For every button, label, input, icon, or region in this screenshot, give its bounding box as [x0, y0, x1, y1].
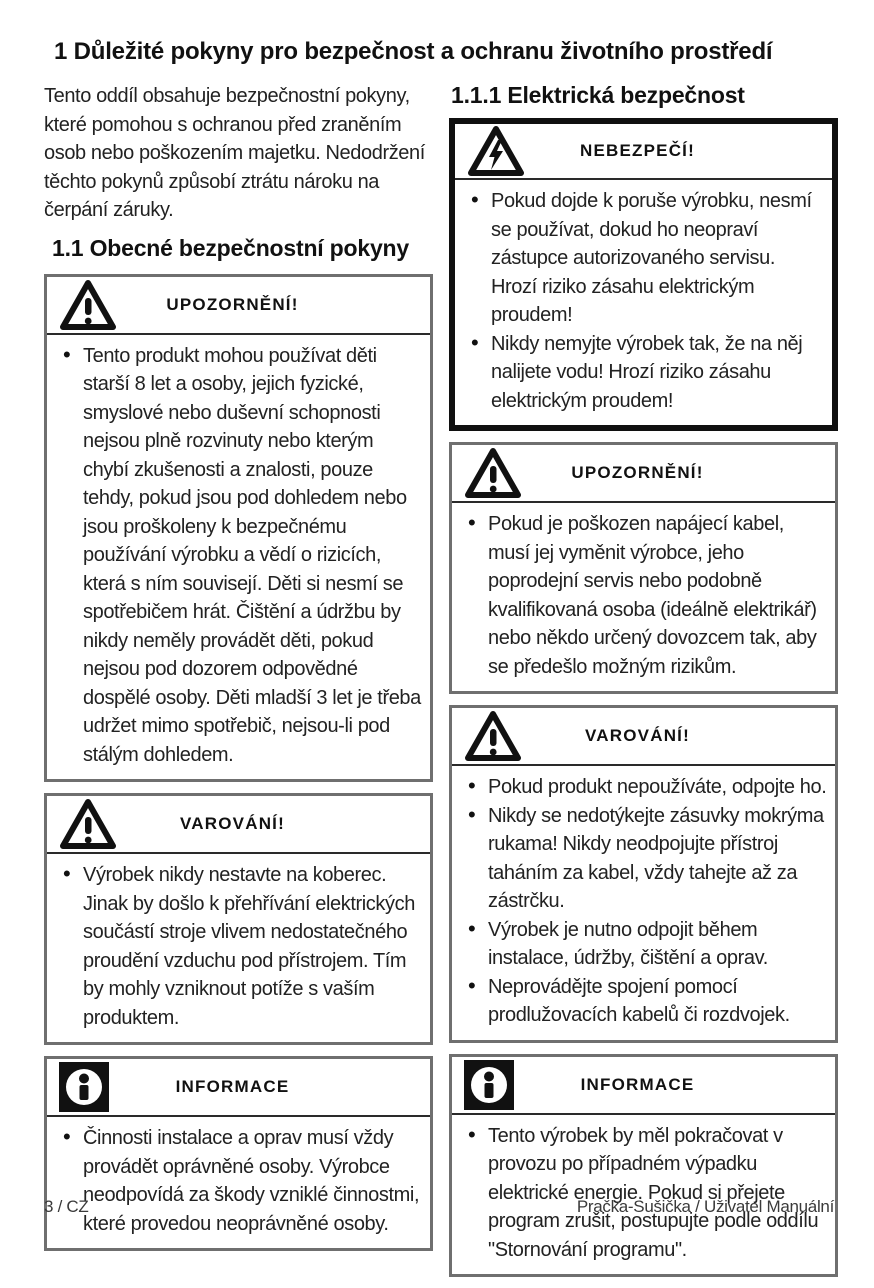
warning-triangle-icon	[464, 446, 522, 500]
danger-box-header	[455, 124, 832, 180]
box-label: VAROVÁNÍ!	[585, 726, 690, 745]
info-box-body	[47, 1117, 430, 1248]
list-item: • Výrobek nikdy nestavte na koberec. Jinak by došlo k přehřívání elektrických součástí stroje vlivem nedostatečného proudění vzduchu pod přístrojem. Tím by mohly vzniknout potíže s vaším produktem.	[53, 861, 422, 1032]
page-title: 1 Důležité pokyny pro bezpečnost a ochranu životního prostředí	[54, 38, 773, 65]
section-heading-1-1-1: 1.1.1 Elektrická bezpečnost	[451, 82, 745, 108]
caution-box-header	[452, 708, 835, 766]
info-box-body	[452, 1115, 835, 1275]
box-label: UPOZORNĚNÍ!	[166, 294, 299, 314]
info-icon	[464, 1060, 514, 1110]
caution-box-carpet	[44, 793, 433, 1045]
caution-box-header	[47, 796, 430, 854]
warning-box-header	[47, 277, 430, 335]
list-item: • Činnosti instalace a oprav musí vždy provádět oprávněné osoby. Výrobce neodpovídá za škody vzniklé činnostmi, které provedou neoprávněné osoby.	[53, 1124, 422, 1238]
list-item: • Výrobek je nutno odpojit během instalace, údržby, čištění a oprav.	[458, 916, 827, 973]
box-label: UPOZORNĚNÍ!	[571, 463, 704, 482]
box-label: NEBEZPEČÍ!	[580, 141, 695, 160]
list-item: • Nikdy se nedotýkejte zásuvky mokrýma rukama! Nikdy neodpojujte přístroj taháním za kabel, vždy tahejte až za zástrčku.	[458, 802, 827, 916]
warning-box-cable	[449, 442, 838, 694]
info-box-power-outage	[449, 1054, 838, 1278]
info-box-header	[452, 1057, 835, 1115]
info-box-installation	[44, 1056, 433, 1251]
left-column	[44, 82, 433, 1288]
warning-triangle-icon	[59, 797, 117, 851]
warning-triangle-icon	[464, 709, 522, 763]
warning-box-body	[47, 335, 430, 780]
list-item: • Neprovádějte spojení pomocí prodlužovacích kabelů či rozdvojek.	[458, 973, 827, 1030]
info-icon	[59, 1062, 109, 1112]
danger-box-electrical	[449, 118, 838, 431]
list-item: • Pokud dojde k poruše výrobku, nesmí se používat, dokud ho neopraví zástupce autorizovaného servisu. Hrozí riziko zásahu elektrickým proudem!	[461, 187, 824, 330]
page-footer	[44, 1197, 834, 1217]
intro-paragraph: Tento oddíl obsahuje bezpečnostní pokyny, které pomohou s ochranou před zraněním osob nebo poškozením majetku. Nedodržení těchto pokynů způsobí ztrátu nároku na čerpání záruky.	[44, 85, 425, 221]
warning-box-header	[452, 445, 835, 503]
section-heading-1-1: 1.1 Obecné bezpečnostní pokyny	[52, 234, 409, 261]
page-number: 3 / CZ	[44, 1197, 89, 1216]
info-box-header	[47, 1059, 430, 1117]
box-label: INFORMACE	[580, 1074, 695, 1094]
two-column-layout	[44, 82, 830, 1288]
caution-box-body	[452, 766, 835, 1040]
warning-triangle-icon	[59, 278, 117, 332]
warning-box-body	[452, 503, 835, 691]
box-label: INFORMACE	[175, 1077, 290, 1096]
right-column	[449, 82, 838, 1288]
list-item: • Nikdy nemyjte výrobek tak, že na něj nalijete vodu! Hrozí riziko zásahu elektrickým proudem!	[461, 330, 824, 416]
list-item: • Tento výrobek by měl pokračovat v provozu po případném výpadku elektrické energie. Pokud si přejete program zrušit, postupujte podle oddílu "Stornování programu".	[458, 1122, 827, 1265]
box-label: VAROVÁNÍ!	[180, 814, 285, 833]
document-name: Pračka-Sušička / Uživatel Manuální	[576, 1197, 834, 1216]
danger-box-body	[455, 180, 832, 425]
list-item: • Pokud produkt nepoužíváte, odpojte ho.	[458, 773, 827, 802]
caution-box-unplug	[449, 705, 838, 1043]
warning-box-children	[44, 274, 433, 783]
list-item: • Pokud je poškozen napájecí kabel, musí jej vyměnit výrobce, jeho poprodejní servis nebo podobně kvalifikovaná osoba (ideálně elektrikář) nebo někdo určený dovozcem tak, aby se předešlo možným rizikům.	[458, 510, 827, 681]
danger-lightning-icon	[467, 124, 525, 178]
caution-box-body	[47, 854, 430, 1042]
list-item: • Tento produkt mohou používat děti starší 8 let a osoby, jejich fyzické, smyslové nebo duševní schopnosti nejsou plně rozvinuty nebo kterým chybí zkušenosti a znalosti, pouze tehdy, pokud jsou pod dohledem nebo jsou proškoleny k bezpečnému používání výrobku a vědí o rizicích, která s ním souvisejí. Děti si nesmí se spotřebičem hrát. Čištění a údržbu by nikdy neměly provádět děti, pokud nejsou pod dozorem odpovědné dospělé osoby. Děti mladší 3 let je třeba udržet mimo spotřebič, nejsou-li pod stálým dohledem.	[53, 342, 422, 770]
